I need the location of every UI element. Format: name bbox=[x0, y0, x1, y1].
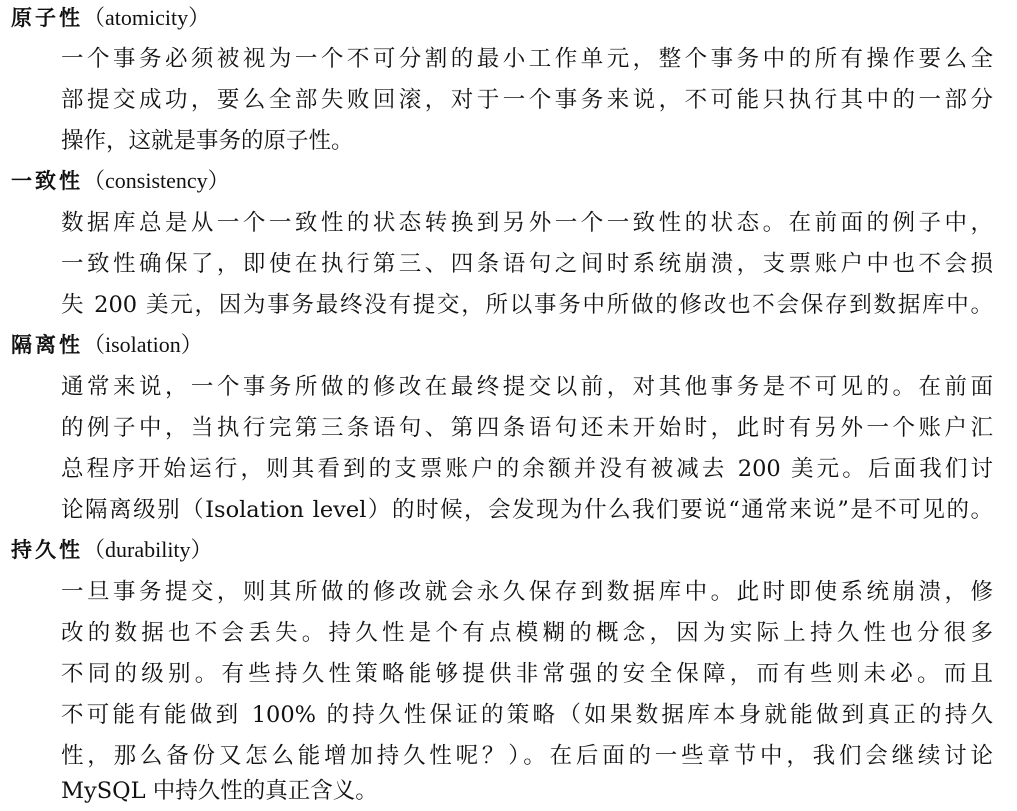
section-heading-consistency bbox=[11, 166, 230, 196]
paragraph-line: 一个事务必须被视为一个不可分割的最小工作单元，整个事务中的所有操作要么全 bbox=[61, 46, 993, 72]
paragraph-line: 总程序开始运行，则其看到的支票账户的余额并没有被减去 200 美元。后面我们讨 bbox=[61, 456, 993, 482]
paragraph-line: MySQL 中持久性的真正含义。 bbox=[61, 778, 378, 804]
paragraph-line: 不同的级别。有些持久性策略能够提供非常强的安全保障，而有些则未必。而且 bbox=[61, 661, 993, 687]
paragraph-line: 通常来说，一个事务所做的修改在最终提交以前，对其他事务是不可见的。在前面 bbox=[61, 374, 993, 400]
paragraph-line: 论隔离级别（Isolation level）的时候，会发现为什么我们要说“通常来说”是不可见的。 bbox=[61, 497, 993, 523]
paragraph-line: 的例子中，当执行完第三条语句、第四条语句还未开始时，此时有另外一个账户汇 bbox=[61, 415, 993, 441]
term-english: （durability） bbox=[83, 537, 213, 562]
paragraph-line: 操作，这就是事务的原子性。 bbox=[61, 128, 354, 154]
paragraph-line: 部提交成功，要么全部失败回滚，对于一个事务来说，不可能只执行其中的一部分 bbox=[61, 87, 993, 113]
term-english: （consistency） bbox=[83, 168, 230, 193]
term-label: 隔离性 bbox=[11, 332, 83, 357]
term-english: （isolation） bbox=[83, 332, 203, 357]
paragraph-line: 一致性确保了，即使在执行第三、四条语句之间时系统崩溃，支票账户中也不会损 bbox=[61, 251, 993, 277]
term-english: （atomicity） bbox=[83, 5, 211, 30]
paragraph-line: 一旦事务提交，则其所做的修改就会永久保存到数据库中。此时即使系统崩溃，修 bbox=[61, 579, 993, 605]
paragraph-line: 失 200 美元，因为事务最终没有提交，所以事务中所做的修改也不会保存到数据库中。 bbox=[61, 292, 993, 318]
term-label: 原子性 bbox=[11, 5, 83, 30]
paragraph-line: 不可能有能做到 100% 的持久性保证的策略（如果数据库本身就能做到真正的持久 bbox=[61, 702, 993, 728]
section-heading-atomicity bbox=[11, 3, 210, 33]
section-heading-durability bbox=[11, 535, 213, 565]
term-label: 持久性 bbox=[11, 537, 83, 562]
section-heading-isolation bbox=[11, 330, 203, 360]
paragraph-line: 改的数据也不会丢失。持久性是个有点模糊的概念，因为实际上持久性也分很多 bbox=[61, 620, 993, 646]
paragraph-line: 性，那么备份又怎么能增加持久性呢？）。在后面的一些章节中，我们会继续讨论 bbox=[61, 743, 993, 769]
term-label: 一致性 bbox=[11, 168, 83, 193]
paragraph-line: 数据库总是从一个一致性的状态转换到另外一个一致性的状态。在前面的例子中， bbox=[61, 210, 993, 236]
